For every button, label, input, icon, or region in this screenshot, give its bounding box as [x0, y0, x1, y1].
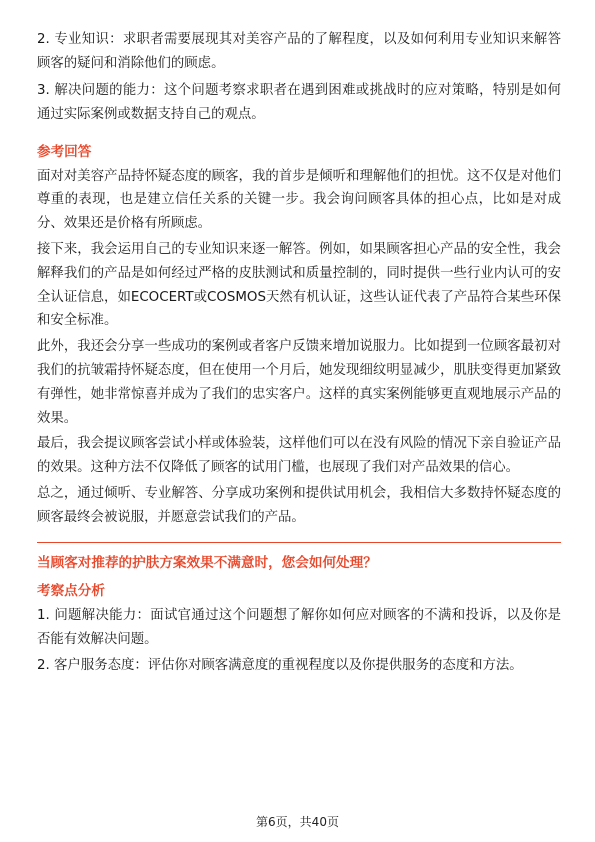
- question-heading: 当顾客对推荐的护肤方案效果不满意时，您会如何处理？: [37, 554, 377, 571]
- answer-paragraph: 接下来，我会运用自己的专业知识来逐一解答。例如，如果顾客担心产品的安全性，我会解释我们的产品是如何经过严格的皮肤测试和质量控制的，同时提供一些行业内认可的安全认证信息，如ECOCERT或COSMOS天然有机认证，这些认证代表了产品符合某些环保和安全标准。: [37, 242, 561, 329]
- answer-paragraph: 此外，我还会分享一些成功的案例或者客户反馈来增加说服力。比如提到一位顾客最初对我们的抗皱霜持怀疑态度，但在使用一个月后，她发现细纹明显减少，肌肤变得更加紧致有弹性，她非常惊喜并成为了我们的忠实客户。这样的真实案例能够更直观地展示产品的效果。: [37, 339, 561, 426]
- page-number: 第6页，共40页: [256, 815, 339, 829]
- analysis-label: 考察点分析: [37, 582, 105, 599]
- page-content: [37, 28, 561, 679]
- answer-paragraph: 面对对美容产品持怀疑态度的顾客，我的首步是倾听和理解他们的担忧。这不仅是对他们尊重的表现，也是建立信任关系的关键一步。我会询问顾客具体的担心点，比如是对成分、效果还是价格有所顾虑。: [37, 168, 561, 232]
- answer-paragraph: 总之，通过倾听、专业解答、分享成功案例和提供试用机会，我相信大多数持怀疑态度的顾客最终会被说服，并愿意尝试我们的产品。: [37, 485, 561, 525]
- analysis-item: 1. 问题解决能力：面试官通过这个问题想了解你如何应对顾客的不满和投诉，以及你是否能有效解决问题。: [37, 607, 561, 647]
- criteria-item: 2. 专业知识：求职者需要展现其对美容产品的了解程度，以及如何利用专业知识来解答顾客的疑问和消除他们的顾虑。: [37, 32, 561, 72]
- reference-answer-label: 参考回答: [37, 143, 92, 160]
- analysis-item: 2. 客户服务态度：评估你对顾客满意度的重视程度以及你提供服务的态度和方法。: [37, 658, 523, 674]
- criteria-item: 3. 解决问题的能力：这个问题考察求职者在遇到困难或挑战时的应对策略，特别是如何通过实际案例或数据支持自己的观点。: [37, 82, 561, 123]
- section-divider: [37, 542, 561, 543]
- answer-paragraph: 最后，我会提议顾客尝试小样或体验装，这样他们可以在没有风险的情况下亲自验证产品的效果。这种方法不仅降低了顾客的试用门槛，也展现了我们对产品效果的信心。: [37, 436, 561, 476]
